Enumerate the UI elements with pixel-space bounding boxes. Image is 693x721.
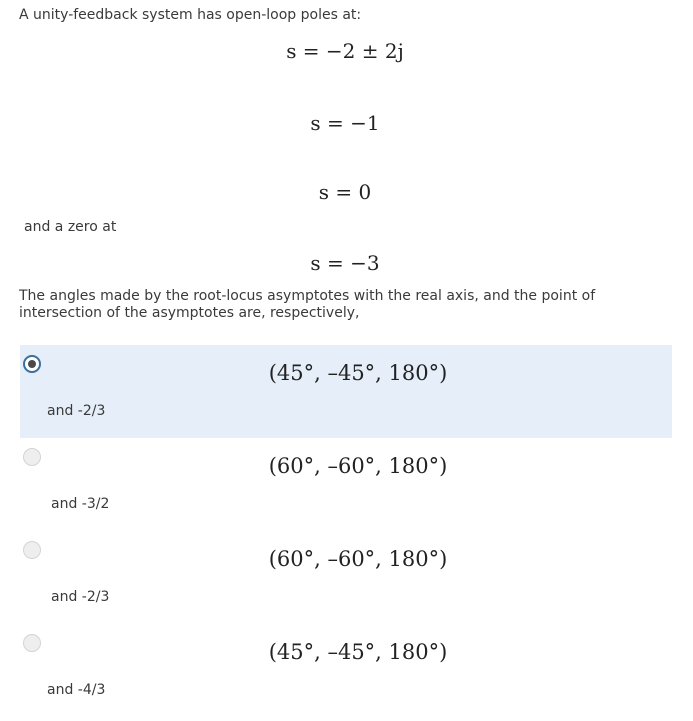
zero-label: and a zero at	[24, 219, 117, 235]
option-2-angles: (60°, –60°, 180°)	[268, 454, 448, 478]
radio-button-2[interactable]	[23, 448, 41, 466]
pole-equation-minus-one: s = −1	[310, 111, 380, 135]
option-2-suffix: and -3/2	[51, 496, 110, 512]
question-prompt: The angles made by the root-locus asymptotes with the real axis, and the point of intersection of the asymptotes are, respectively,	[19, 288, 596, 321]
radio-button-3[interactable]	[23, 541, 41, 559]
option-4-angles: (45°, –45°, 180°)	[268, 640, 448, 664]
answer-option-2[interactable]	[20, 438, 672, 531]
answer-option-3[interactable]	[20, 531, 672, 624]
option-3-angles: (60°, –60°, 180°)	[268, 547, 448, 571]
pole-equation-complex: s = −2 ± 2j	[286, 39, 404, 63]
option-3-suffix: and -2/3	[51, 589, 110, 605]
radio-button-4[interactable]	[23, 634, 41, 652]
question-intro: A unity-feedback system has open-loop poles at:	[19, 7, 362, 23]
pole-equation-zero: s = 0	[318, 180, 372, 204]
radio-button-1[interactable]	[23, 355, 41, 373]
option-1-suffix: and -2/3	[47, 403, 106, 419]
answer-option-1[interactable]	[20, 345, 672, 438]
option-4-suffix: and -4/3	[47, 682, 106, 698]
zero-equation: s = −3	[310, 251, 380, 275]
answer-option-4[interactable]	[20, 624, 672, 717]
option-1-angles: (45°, –45°, 180°)	[268, 361, 448, 385]
